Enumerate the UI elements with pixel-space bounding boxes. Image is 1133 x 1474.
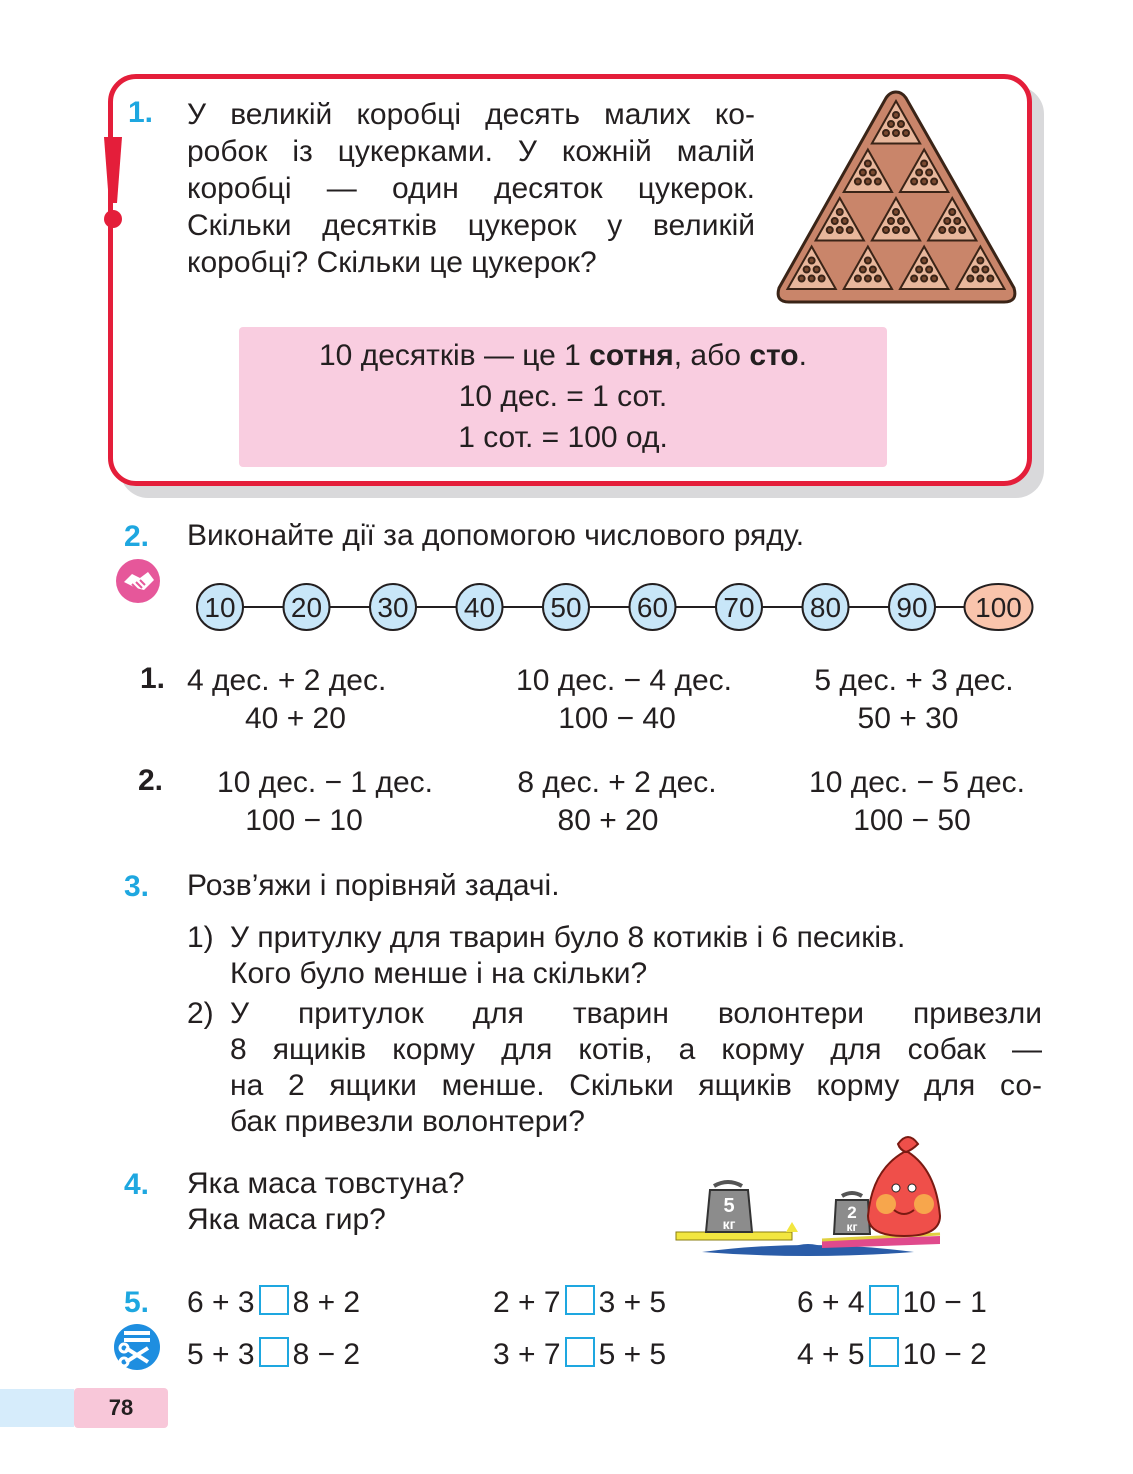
- task3-text: Розв’яжи і порівняй задачі.: [187, 869, 560, 902]
- cmp-right: 5 + 5: [598, 1338, 667, 1371]
- candy-dot: [875, 276, 881, 282]
- candy-dot: [931, 276, 937, 282]
- number-line-value: 90: [896, 592, 928, 623]
- number-line-value: 20: [290, 592, 323, 623]
- candy-dot: [921, 161, 927, 167]
- number-line-value: 70: [723, 592, 755, 623]
- candy-dot: [865, 258, 871, 264]
- candy-dot: [982, 267, 988, 273]
- candy-dot: [837, 227, 843, 233]
- candy-dot: [916, 267, 922, 273]
- candy-dot: [921, 258, 927, 264]
- comparison-1b: [493, 1284, 666, 1322]
- candy-dot: [903, 227, 909, 233]
- candy-dot: [855, 179, 861, 185]
- candy-dot: [926, 170, 932, 176]
- answer-box[interactable]: [259, 1285, 289, 1315]
- number-line-value: 40: [463, 592, 496, 623]
- candy-dot: [865, 276, 871, 282]
- weight-2kg: [834, 1193, 870, 1234]
- problem-line: У притулку для тварин було 8 котиків і 6 песиків.: [230, 921, 906, 954]
- cmp-right: 3 + 5: [598, 1286, 667, 1319]
- problem-1-text: [230, 920, 1042, 992]
- page-strip: [0, 1389, 74, 1427]
- candy-dot: [875, 179, 881, 185]
- candy-dot: [903, 130, 909, 136]
- scissors-icon: [112, 1322, 162, 1372]
- cmp-left: 4 + 5: [797, 1338, 865, 1371]
- balance-scale-illustration: [672, 1130, 944, 1262]
- task5-number: 5.: [124, 1286, 150, 1319]
- candy-dot: [809, 258, 815, 264]
- handshake-icon: [114, 558, 162, 604]
- expr-top: 10 дес. − 1 дес.: [217, 766, 433, 799]
- task1-text: [187, 96, 755, 281]
- candy-dot: [855, 276, 861, 282]
- candy-dot: [926, 267, 932, 273]
- expr-top: 10 дес. − 5 дес.: [809, 766, 1025, 799]
- number-line-value: 30: [377, 592, 409, 623]
- problem-line: бак привезли волонтери?: [230, 1105, 585, 1138]
- weight1-unit: кг: [722, 1216, 736, 1232]
- subtask-label-2: 2.: [138, 764, 164, 797]
- candy-dot: [865, 179, 871, 185]
- candy-dot: [921, 179, 927, 185]
- expression-2b: [492, 764, 742, 840]
- answer-box[interactable]: [565, 1285, 595, 1315]
- task1-line: Скільки десятків цукерок у великій: [187, 209, 755, 242]
- task1-line: коробці? Скільки це цукерок?: [187, 246, 597, 279]
- candy-dot: [898, 218, 904, 224]
- number-line-value: 80: [809, 592, 842, 623]
- expr-bottom: 100 − 50: [853, 804, 971, 837]
- candy-dot: [847, 227, 853, 233]
- expr-top: 4 дес. + 2 дес.: [187, 664, 387, 697]
- problem-line: на 2 ящики менше. Скільки ящиків корму для со-: [230, 1069, 1042, 1102]
- task1-line: робок із цукерками. У кожній малій: [187, 135, 755, 168]
- weight2-value: 2: [847, 1203, 857, 1222]
- rule-line-2: 10 дес. = 1 сот.: [458, 380, 668, 413]
- candy-dot: [898, 121, 904, 127]
- task1-number: 1.: [128, 96, 154, 129]
- rule-text: 10 десятків — це 1: [319, 339, 590, 372]
- candy-dot: [819, 276, 825, 282]
- candy-dot: [827, 227, 833, 233]
- comparison-2c: [797, 1336, 987, 1374]
- weight2-unit: кг: [846, 1220, 858, 1234]
- candy-dot: [842, 218, 848, 224]
- expression-1a: [187, 662, 447, 738]
- subtask-label-1: 1.: [140, 662, 166, 695]
- number-line: [190, 582, 1040, 632]
- cmp-right: 10 − 1: [902, 1286, 987, 1319]
- candy-dot: [870, 267, 876, 273]
- expr-bottom: 100 − 40: [558, 702, 676, 735]
- comparison-2a: [187, 1336, 360, 1374]
- expr-top: 10 дес. − 4 дес.: [516, 664, 732, 697]
- number-line-value: 60: [636, 592, 669, 623]
- candy-dot: [921, 276, 927, 282]
- candy-dot: [944, 218, 950, 224]
- candy-dot: [860, 170, 866, 176]
- rule-text: , або: [673, 339, 750, 372]
- candy-pyramid-illustration: [774, 88, 1019, 306]
- candy-dot: [972, 267, 978, 273]
- comparison-1a: [187, 1284, 360, 1322]
- rule-bold-sto: сто: [749, 339, 799, 372]
- cmp-left: 6 + 3: [187, 1286, 255, 1319]
- rule-line-3: 1 сот. = 100 од.: [458, 421, 668, 454]
- cmp-right: 8 + 2: [292, 1286, 361, 1319]
- number-line-value: 10: [204, 592, 236, 623]
- task4-line: Яка маса товстуна?: [187, 1167, 465, 1200]
- rule-box: [239, 327, 887, 467]
- candy-dot: [832, 218, 838, 224]
- candy-dot: [959, 227, 965, 233]
- bag-character: [868, 1137, 940, 1236]
- task1-line: коробці — один десяток цукерок.: [187, 172, 755, 205]
- candy-dot: [987, 276, 993, 282]
- candy-dot: [939, 227, 945, 233]
- task2-number: 2.: [124, 520, 150, 553]
- candy-dot: [860, 267, 866, 273]
- rule-bold-hundred: сотня: [589, 339, 674, 372]
- cmp-left: 6 + 4: [797, 1286, 865, 1319]
- candy-dot: [931, 179, 937, 185]
- problem-2-text: [230, 996, 1042, 1140]
- candy-dot: [949, 227, 955, 233]
- task2-text: Виконайте дії за допомогою числового ряду.: [187, 519, 805, 552]
- task4-line: Яка маса гир?: [187, 1203, 386, 1236]
- problem-line: Кого було менше і на скільки?: [230, 957, 648, 990]
- expr-bottom: 100 − 10: [245, 804, 363, 837]
- candy-dot: [893, 112, 899, 118]
- candy-dot: [883, 130, 889, 136]
- answer-box[interactable]: [259, 1337, 289, 1367]
- expr-bottom: 50 + 30: [857, 702, 959, 735]
- candy-dot: [814, 267, 820, 273]
- answer-box[interactable]: [565, 1337, 595, 1367]
- rule-line-1: [239, 335, 887, 376]
- candy-dot: [865, 161, 871, 167]
- expression-1c: [789, 662, 1039, 738]
- candy-dot: [977, 258, 983, 264]
- candy-dot: [967, 276, 973, 282]
- cmp-right: 8 − 2: [292, 1338, 361, 1371]
- candy-dot: [893, 209, 899, 215]
- page-number: 78: [74, 1388, 168, 1428]
- weight-5kg: [706, 1182, 752, 1232]
- candy-dot: [893, 227, 899, 233]
- task4-text: [187, 1166, 465, 1238]
- expr-top: 5 дес. + 3 дес.: [814, 664, 1014, 697]
- cmp-left: 2 + 7: [493, 1286, 561, 1319]
- comparison-1c: [797, 1284, 987, 1322]
- candy-dot: [893, 130, 899, 136]
- cmp-left: 5 + 3: [187, 1338, 255, 1371]
- problem-line: У притулок для тварин волонтери привезли: [230, 997, 1042, 1030]
- candy-dot: [954, 218, 960, 224]
- candy-dot: [809, 276, 815, 282]
- candy-dot: [911, 179, 917, 185]
- task4-number: 4.: [124, 1168, 150, 1201]
- answer-box[interactable]: [869, 1285, 899, 1315]
- expr-bottom: 80 + 20: [557, 804, 659, 837]
- expression-2c: [788, 764, 1046, 840]
- weight1-value: 5: [723, 1195, 735, 1217]
- task1-line: У великій коробці десять малих ко-: [187, 98, 755, 131]
- candy-dot: [888, 121, 894, 127]
- candy-dot: [977, 276, 983, 282]
- problem-2-label: 2): [187, 997, 214, 1030]
- candy-dot: [799, 276, 805, 282]
- candy-dot: [804, 267, 810, 273]
- expr-bottom: 40 + 20: [245, 702, 346, 735]
- candy-dot: [883, 227, 889, 233]
- candy-dot: [888, 218, 894, 224]
- expr-top: 8 дес. + 2 дес.: [517, 766, 717, 799]
- exclamation-icon: [98, 133, 128, 233]
- candy-dot: [911, 276, 917, 282]
- number-line-value: 100: [975, 592, 1022, 623]
- candy-dot: [916, 170, 922, 176]
- problem-line: 8 ящиків корму для котів, а корму для собак —: [230, 1033, 1042, 1066]
- problem-1-label: 1): [187, 921, 214, 954]
- cmp-left: 3 + 7: [493, 1338, 561, 1371]
- number-line-value: 50: [550, 592, 582, 623]
- candy-dot: [949, 209, 955, 215]
- cmp-right: 10 − 2: [902, 1338, 987, 1371]
- comparison-2b: [493, 1336, 666, 1374]
- candy-dot: [837, 209, 843, 215]
- answer-box[interactable]: [869, 1337, 899, 1367]
- rule-text: .: [798, 339, 807, 372]
- expression-1b: [494, 662, 754, 738]
- candy-dot: [870, 170, 876, 176]
- task3-number: 3.: [124, 870, 150, 903]
- expression-2a: [190, 764, 460, 840]
